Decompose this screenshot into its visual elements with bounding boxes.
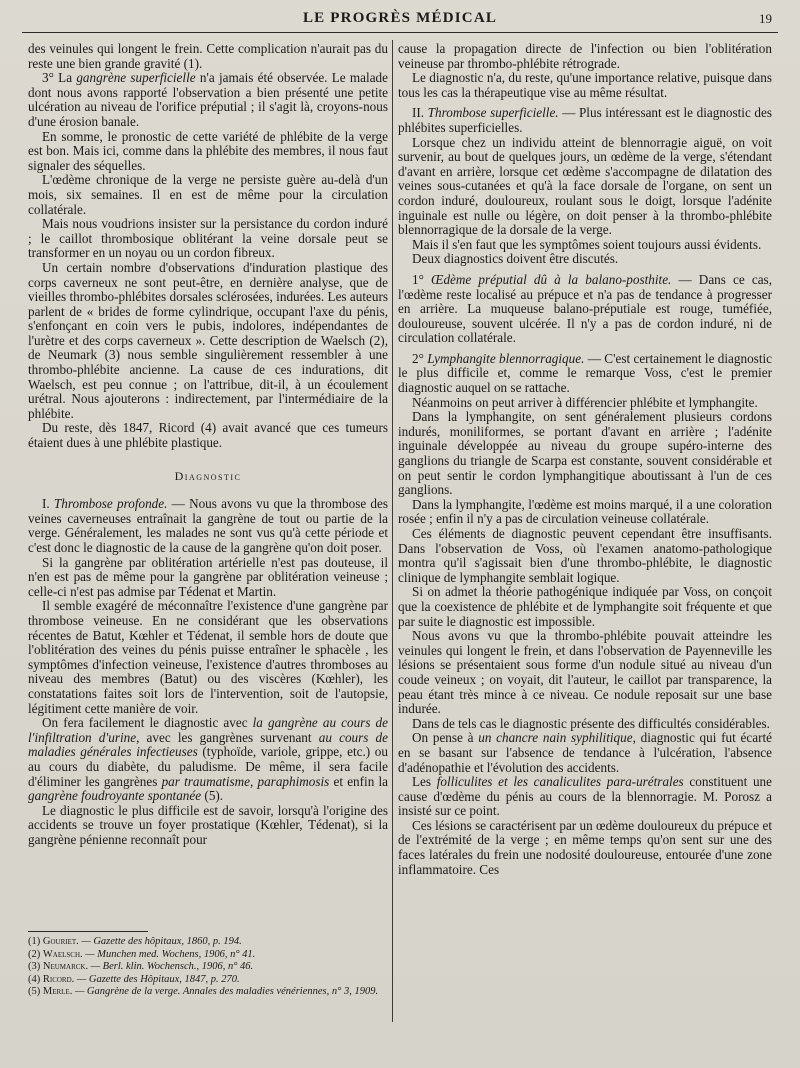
paragraph: 1° Œdème préputial dû à la balano-posthite. — Dans ce cas, l'œdème reste localisé au prépuce et n'a pas de tendance à progresser en arrière. La muqueuse balano-préputiale est rouge, tuméfiée, douloureuse, souvent ulcérée. Il n'y a pas de cordon induré, ni de circulation collatérale. [398,271,772,346]
paragraph: Dans la lymphangite, on sent généralement plusieurs cordons indurés, moniliformes, se portant d'avant en arrière ; l'adénite inguinale développée au niveau du groupe supéro-interne des ganglions du triangle de Scarpa est constante, souvent considérable et on peut sentir le cordon lymphangitique aboutissant à l'un de ces ganglions. [398,409,772,498]
column-divider [392,40,393,1022]
paragraph: Les folliculites et les canaliculites para-urétrales constituent une cause d'œdème du pénis au cours de la blennorragie. M. Porosz a insisté sur ce point. [398,774,772,819]
journal-title: LE PROGRÈS MÉDICAL [302,10,498,26]
footnote-rule [28,931,148,932]
footnote: (2) Waelsch. — Munchen med. Wochens, 1906, n° 41. [28,948,256,960]
paragraph: Le diagnostic n'a, du reste, qu'une importance relative, puisque dans tous les cas la thérapeutique vise au même résultat. [398,70,772,100]
footnote: (4) Ricord. — Gazette des Hôpitaux, 1847, p. 270. [28,973,240,985]
paragraph: 2° Lymphangite blennorragique. — C'est certainement le diagnostic le plus difficile et, comme le remarque Voss, c'est le premier diagnostic auquel on se rattache. [398,350,772,396]
paragraph: I. Thrombose profonde. — Nous avons vu que la thrombose des veines caverneuses entraînait la gangrène de tout ou partie de la verge. Généralement, les malades ne sont vus qu'à cette période et c'est donc le diagnostic de la cause de la gangrène qu'on doit poser. [28,496,388,555]
paragraph: Si on admet la théorie pathogénique indiquée par Voss, on conçoit que la coexistence de phlébite et de lymphangite soit fréquente et que par suite le diagnostic est impossible. [398,584,772,629]
paragraph: Ces lésions se caractérisent par un œdème douloureux du prépuce et de l'extrémité de la verge ; en même temps qu'on sent sur une des faces latérales du frein une nodosité douloureuse, entourée d'une zone inflammatoire. Ces [398,817,772,877]
paragraph: En somme, le pronostic de cette variété de phlébite de la verge est bon. Mais ici, comme dans la phlébite des membres, il nous faut signaler des séquelles. [28,128,388,173]
paragraph: 3° La gangrène superficielle n'a jamais été observée. Le malade dont nous avons rapporté l'observation a bien présenté une petite ulcération au niveau de l'orifice préputial ; il s'agit là, croyons-nous d'une érosion banale. [28,70,388,129]
left-column [28,42,388,932]
paragraph: Dans de tels cas le diagnostic présente des difficultés considérables. [412,715,770,731]
paragraph: Néanmoins on peut arriver à différencier phlébite et lymphangite. [412,394,758,410]
paragraph: Deux diagnostics doivent être discutés. [412,251,619,267]
paragraph: Le diagnostic le plus difficile est de savoir, lorsqu'à l'origine des accidents se trouve un foyer prostatique (Kœhler, Tédenat), si la gangrène pénienne reconnaît pour [28,802,388,847]
page-number: 19 [759,11,772,26]
paragraph: Mais nous voudrions insister sur la persistance du cordon induré ; le caillot thrombosique oblitérant la veine dorsale peut se transformer en un noyau ou un cordon fibreux. [28,216,388,261]
paragraph: Mais il s'en faut que les symptômes soient toujours aussi évidents. [412,236,762,252]
right-column [398,42,772,1058]
paragraph: Lorsque chez un individu atteint de blennorragie aiguë, on voit survenir, au bout de quelques jours, un œdème de la verge, s'étendant d'avant en arrière, lorsque cet œdème s'accompagne de dilatation des veines sous-cutanées et qu'à la face dorsale de l'organe, on sent un cordon induré, douloureux, roulant sous le doigt, lorsque l'adénite inguinale est nulle ou légère, on doit penser à la thrombo-phlébite blennorragique de la dorsale de la verge. [398,134,772,238]
footnote: (3) Neumarck. — Berl. klin. Wochensch., 1906, n° 46. [28,961,254,973]
paragraph: L'œdème chronique de la verge ne persiste guère au-delà d'un mois, six semaines. Il en est de même pour la circulation collatérale. [28,172,388,217]
paragraph: On fera facilement le diagnostic avec la gangrène au cours de l'infiltration d'urine, avec les gangrènes survenant au cours de maladies générales infectieuses (typhoïde, variole, grippe, etc.) ou au cours du diabète, du paludisme. De même, il sera facile d'éliminer les gangrènes par traumatisme, paraphimosis et enfin la gangrène foudroyante spontanée (5). [28,715,388,804]
paragraph: Du reste, dès 1847, Ricord (4) avait avancé que ces tumeurs étaient dues à une phlébite plastique. [28,420,388,451]
paragraph: des veinules qui longent le frein. Cette complication n'aurait pas du reste une bien grande gravité (1). [28,42,388,71]
paragraph: On pense à un chancre nain syphilitique, diagnostic qui fut écarté en se basant sur l'absence de tendance à l'ulcération, l'absence d'adénopathie et l'évolution des accidents. [398,730,772,775]
page-header [22,6,778,33]
footnote: (1) Gouriet. — Gazette des hôpitaux, 1860, p. 194. [28,936,242,947]
paragraph: II. Thrombose superficielle. — Plus intéressant est le diagnostic des phlébites superficielles. [398,105,772,135]
section-heading: Diagnostic [174,468,242,483]
paragraph: Nous avons vu que la thrombo-phlébite pouvait atteindre les veinules qui longent le frein, et dans l'observation de Payenneville les lésions se présentaient sous forme d'un nodule situé au niveau d'un coude veineux ; on voyait, dit l'auteur, le caillot par transparence, la peau étant très mince à ce niveau. Ce nodule reposait sur une base indurée. [398,628,772,717]
footnote: (5) Merle. — Gangrène de la verge. Annales des maladies vénériennes, n° 3, 1909. [28,986,379,998]
footnotes [28,936,388,999]
paragraph: Ces éléments de diagnostic peuvent cependant être insuffisants. Dans l'observation de Voss, où l'examen anatomo-pathologique montra qu'il s'agissait bien d'une thrombo-phlébite, le diagnostic clinique de lymphangite semblait logique. [398,526,772,585]
paragraph: Il semble exagéré de méconnaître l'existence d'une gangrène par thrombose veineuse. En ne considérant que les observations récentes de Batut, Kœhler et Tédenat, il semble hors de doute que l'oblitération des veines du pénis puisse entraîner le sphacèle , les symptômes d'infection veineuse, l'existence d'autres thromboses au niveau des membres (Batut) ou des viscères (Kœhler), les constatations faites soit lors de l'intervention, soit de l'autopsie, légitiment cette manière de voir. [28,598,388,716]
paragraph: cause la propagation directe de l'infection ou bien l'oblitération veineuse par thrombo-phlébite rétrograde. [398,42,772,71]
paragraph: Si la gangrène par oblitération artérielle n'est pas douteuse, il n'en est pas de même pour la gangrène par oblitération veineuse ; celle-ci n'est pas admise par Tédenat et Martin. [28,554,388,599]
paragraph: Dans la lymphangite, l'œdème est moins marqué, il a une coloration rosée ; enfin il n'y a pas de circulation veineuse collatérale. [398,496,772,527]
paragraph: Un certain nombre d'observations d'induration plastique des corps caverneux ne sont peut-être, en dernière analyse, que de vieilles thrombo-phlébites dorsales sclérosées, indurées. Les auteurs parlent de « brides de forme cylindrique, occupant l'axe du pénis, s'enfonçant en coin vers le pubis, indolores, indépendantes de l'urètre et des corps caverneux ». Cette description de Waelsch (2), de Neumark (3) nous semble singulièrement ressembler à une thrombo-phlébite ancienne. La cause de ces indurations, dit Waelsch, est peu connue ; on l'attribue, dit-il, à un écoulement urétral. Nous ajouterons : indirectement, par l'intermédiaire de la phlébite. [28,259,388,421]
